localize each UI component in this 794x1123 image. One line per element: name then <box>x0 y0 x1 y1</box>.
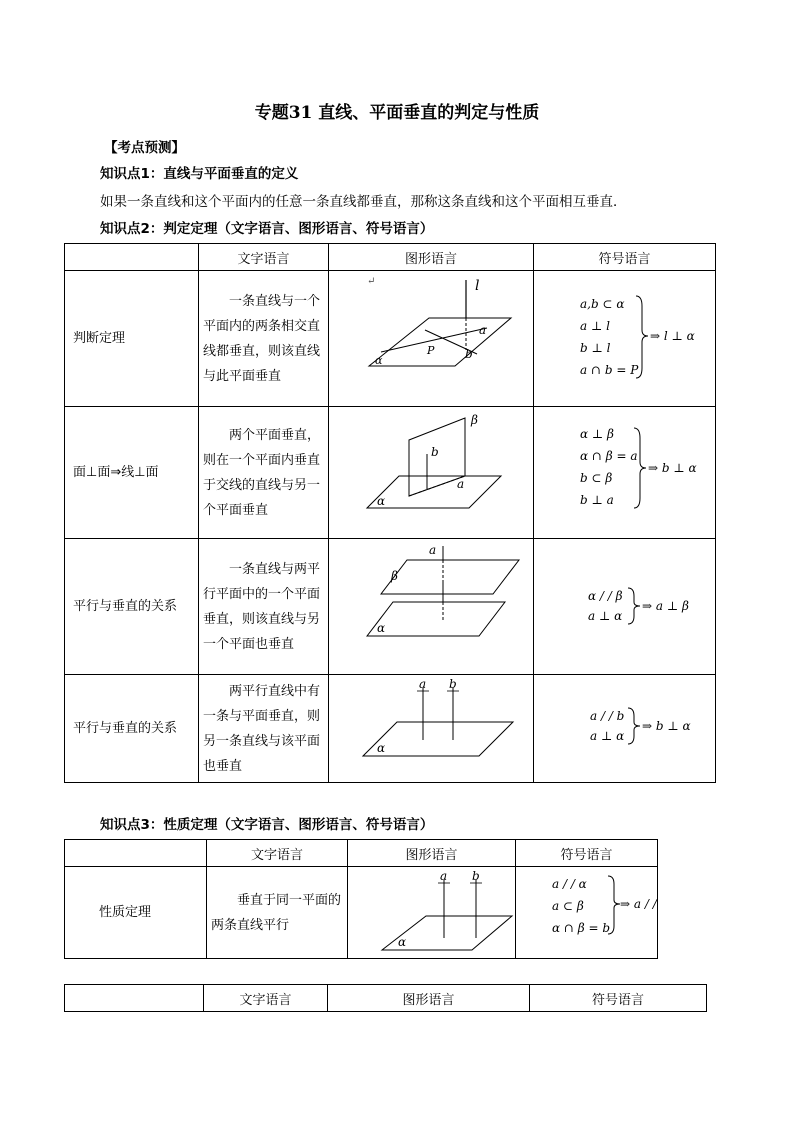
header-symbol-language: 符号语言 <box>530 985 707 1012</box>
sym-line-1: a,b ⊂ α <box>580 296 625 311</box>
table-header-row <box>65 244 716 271</box>
label-a: a <box>419 676 427 691</box>
header-symbol-language: 符号语言 <box>534 244 716 271</box>
label-alpha: α <box>398 934 407 949</box>
label-a: a <box>429 542 437 557</box>
label-beta: β <box>391 568 398 583</box>
label-a: a <box>440 868 448 883</box>
row-figure <box>348 867 516 959</box>
table-header-row <box>65 840 658 867</box>
label-b: b <box>449 676 457 691</box>
header-text-language: 文字语言 <box>199 244 329 271</box>
row-symbol <box>516 867 658 959</box>
label-beta: β <box>471 412 478 427</box>
sym-line-2: a ⊥ α <box>588 608 623 623</box>
section-heading: 【考点预测】 <box>104 140 185 156</box>
row-name: 判断定理 <box>65 271 199 407</box>
row-figure <box>329 271 534 407</box>
sym-line-4: a ∩ b = P <box>580 362 639 377</box>
header-empty <box>65 244 199 271</box>
symbol-block <box>534 272 716 406</box>
property-theorem-table <box>64 839 658 959</box>
symbol-block <box>534 408 716 538</box>
sym-result: ⇒ a / / <box>620 896 657 911</box>
sym-line-1: a / / b <box>590 708 625 723</box>
sym-line-3: b ⊂ β <box>580 470 613 485</box>
header-figure-language: 图形语言 <box>348 840 516 867</box>
table-row <box>65 675 716 783</box>
row-symbol <box>534 675 716 783</box>
sym-line-3: α ∩ β = b <box>552 920 611 935</box>
label-alpha: α <box>377 740 386 755</box>
k1-text: 如果一条直线和这个平面内的任意一条直线都垂直，那称这条直线和这个平面相互垂直． <box>100 194 627 210</box>
row-text: 垂直于同一平面的两条直线平行 <box>207 867 348 959</box>
sym-line-1: a / / α <box>552 876 587 891</box>
label-b: b <box>472 868 480 883</box>
label-alpha: α <box>375 353 383 367</box>
row-name: 面⊥面⇒线⊥面 <box>65 407 199 539</box>
table-row <box>65 867 658 959</box>
label-p: P <box>427 343 435 357</box>
table-row <box>65 407 716 539</box>
row-name: 平行与垂直的关系 <box>65 539 199 675</box>
perpendicular-lines-parallel-diagram <box>348 868 516 958</box>
row-symbol <box>534 271 716 407</box>
sym-result: ⇒ b ⊥ α <box>642 718 691 733</box>
row-name: 性质定理 <box>65 867 207 959</box>
perpendicular-planes-diagram <box>329 408 534 538</box>
line-plane-perpendicular-diagram <box>329 272 534 406</box>
row-name: 平行与垂直的关系 <box>65 675 199 783</box>
label-b: b <box>465 346 473 361</box>
header-text-language: 文字语言 <box>204 985 328 1012</box>
label-l: l <box>475 277 480 294</box>
sym-line-4: b ⊥ a <box>580 492 614 507</box>
row-text: 一条直线与两平行平面中的一个平面垂直，则该直线与另一个平面也垂直 <box>199 539 329 675</box>
symbol-block <box>534 676 716 782</box>
row-text: 两个平面垂直，则在一个平面内垂直于交线的直线与另一个平面垂直 <box>199 407 329 539</box>
symbol-block <box>534 540 716 674</box>
row-figure <box>329 407 534 539</box>
row-symbol <box>534 539 716 675</box>
judgement-theorem-table <box>64 243 716 783</box>
row-figure <box>329 675 534 783</box>
sym-line-1: α / / β <box>588 588 623 603</box>
svg-text:↵: ↵ <box>367 275 376 287</box>
header-text-language: 文字语言 <box>207 840 348 867</box>
row-text: 两平行直线中有一条与平面垂直，则另一条直线与该平面也垂直 <box>199 675 329 783</box>
row-symbol <box>534 407 716 539</box>
parallel-planes-diagram <box>329 540 534 674</box>
header-figure-language: 图形语言 <box>328 985 530 1012</box>
sym-line-2: a ⊂ β <box>552 898 584 913</box>
parallel-lines-perpendicular-diagram <box>329 676 534 782</box>
table-row <box>65 271 716 407</box>
sym-line-1: α ⊥ β <box>580 426 614 441</box>
label-b: b <box>431 444 439 459</box>
sym-line-2: a ⊥ l <box>580 318 610 333</box>
sym-result: ⇒ l ⊥ α <box>650 328 695 343</box>
row-text: 一条直线与一个平面内的两条相交直线都垂直，则该直线与此平面垂直 <box>199 271 329 407</box>
sym-result: ⇒ b ⊥ α <box>648 460 697 475</box>
label-a: a <box>457 476 465 491</box>
k1-heading: 知识点1：直线与平面垂直的定义 <box>100 166 299 182</box>
k2-heading: 知识点2：判定定理（文字语言、图形语言、符号语言） <box>100 221 434 237</box>
next-theorem-table <box>64 984 707 1012</box>
header-empty <box>65 840 207 867</box>
label-a: a <box>479 322 487 337</box>
sym-line-2: α ∩ β = a <box>580 448 638 463</box>
table-header-row <box>65 985 707 1012</box>
row-figure <box>329 539 534 675</box>
sym-line-3: b ⊥ l <box>580 340 611 355</box>
header-symbol-language: 符号语言 <box>516 840 658 867</box>
header-figure-language: 图形语言 <box>329 244 534 271</box>
table-row <box>65 539 716 675</box>
symbol-block <box>516 868 658 958</box>
header-empty <box>65 985 204 1012</box>
page-title: 专题31 直线、平面垂直的判定与性质 <box>254 103 540 123</box>
k3-heading: 知识点3：性质定理（文字语言、图形语言、符号语言） <box>100 817 434 833</box>
label-alpha: α <box>377 620 386 635</box>
sym-result: ⇒ a ⊥ β <box>642 598 689 613</box>
label-alpha: α <box>377 493 386 508</box>
sym-line-2: a ⊥ α <box>590 728 625 743</box>
